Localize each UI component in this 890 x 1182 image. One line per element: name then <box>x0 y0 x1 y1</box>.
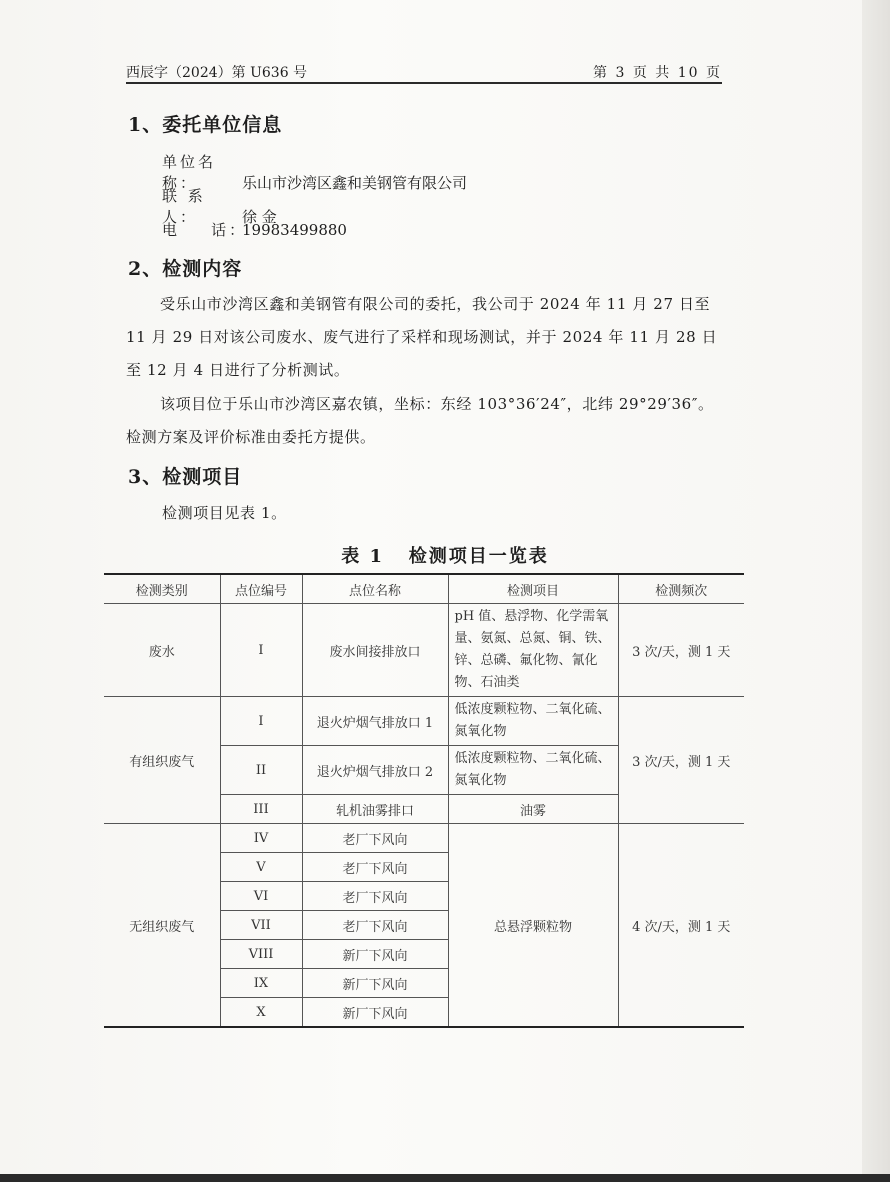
field-phone <box>162 219 347 240</box>
column-header: 检测频次 <box>618 574 744 604</box>
section3-title: 3、检测项目 <box>128 466 243 488</box>
code-cell: IV <box>220 824 302 853</box>
category-cell: 废水 <box>104 604 220 697</box>
table-row <box>104 824 744 853</box>
code-cell: VIII <box>220 940 302 969</box>
location-cell: 新厂下风向 <box>302 940 448 969</box>
frequency-cell: 4 次/天，测 1 天 <box>618 824 744 1028</box>
location-cell: 退火炉烟气排放口 2 <box>302 746 448 795</box>
column-header: 检测项目 <box>448 574 618 604</box>
items-cell: 低浓度颗粒物、二氧化硫、氮氧化物 <box>448 746 618 795</box>
code-cell: I <box>220 604 302 697</box>
location-cell: 老厂下风向 <box>302 824 448 853</box>
location-cell: 老厂下风向 <box>302 853 448 882</box>
code-cell: I <box>220 697 302 746</box>
code-cell: X <box>220 998 302 1028</box>
inspection-table <box>104 573 744 1028</box>
frequency-cell: 3 次/天，测 1 天 <box>618 697 744 824</box>
section2-title: 2、检测内容 <box>128 258 243 280</box>
code-cell: IX <box>220 969 302 998</box>
frequency-cell: 3 次/天，测 1 天 <box>618 604 744 697</box>
page-number: 第 3 页 共 10 页 <box>593 65 722 81</box>
code-cell: II <box>220 746 302 795</box>
location-cell: 老厂下风向 <box>302 911 448 940</box>
code-cell: III <box>220 795 302 824</box>
column-header: 点位名称 <box>302 574 448 604</box>
code-cell: V <box>220 853 302 882</box>
column-header: 点位编号 <box>220 574 302 604</box>
field-value: 乐山市沙湾区鑫和美钢管有限公司 <box>242 174 468 192</box>
field-value: 徐 金 <box>242 208 277 226</box>
field-label: 电 话： <box>162 221 248 239</box>
section1-title: 1、委托单位信息 <box>128 114 283 136</box>
code-cell: VI <box>220 882 302 911</box>
code-cell: VII <box>220 911 302 940</box>
location-cell: 新厂下风向 <box>302 969 448 998</box>
items-cell: pH 值、悬浮物、化学需氧量、氨氮、总氮、铜、铁、锌、总磷、氟化物、氰化物、石油类 <box>448 604 618 697</box>
category-cell: 无组织废气 <box>104 824 220 1028</box>
table-header-row <box>104 574 744 604</box>
field-label: 单位名称： <box>162 153 217 192</box>
section3-paragraph: 检测项目见表 1。 <box>162 504 287 522</box>
page-edge-shadow <box>862 0 890 1182</box>
location-cell: 老厂下风向 <box>302 882 448 911</box>
table-row <box>104 604 744 697</box>
field-label: 联 系 人： <box>162 187 206 226</box>
report-number: 西辰字（2024）第 U636 号 <box>126 65 308 81</box>
items-cell: 总悬浮颗粒物 <box>448 824 618 1028</box>
location-cell: 新厂下风向 <box>302 998 448 1028</box>
section2-paragraph-1: 受乐山市沙湾区鑫和美钢管有限公司的委托，我公司于 2024 年 11 月 27 日至 11 月 29 日对该公司废水、废气进行了采样和现场测试，并于 2024 年 11 月 28 日至 12 月 4 日进行了分析测试。 <box>126 295 718 379</box>
category-cell: 有组织废气 <box>104 697 220 824</box>
items-cell: 低浓度颗粒物、二氧化硫、氮氧化物 <box>448 697 618 746</box>
table-title: 表 1 检测项目一览表 <box>341 546 549 567</box>
column-header: 检测类别 <box>104 574 220 604</box>
field-value: 19983499880 <box>242 221 347 239</box>
table-row <box>104 697 744 746</box>
location-cell: 轧机油雾排口 <box>302 795 448 824</box>
section2-paragraph-2: 该项目位于乐山市沙湾区嘉农镇，坐标：东经 103°36′24″，北纬 29°29′36″。检测方案及评价标准由委托方提供。 <box>126 395 714 446</box>
page-header <box>126 60 722 84</box>
page-bottom-border <box>0 1174 890 1182</box>
location-cell: 退火炉烟气排放口 1 <box>302 697 448 746</box>
location-cell: 废水间接排放口 <box>302 604 448 697</box>
items-cell: 油雾 <box>448 795 618 824</box>
